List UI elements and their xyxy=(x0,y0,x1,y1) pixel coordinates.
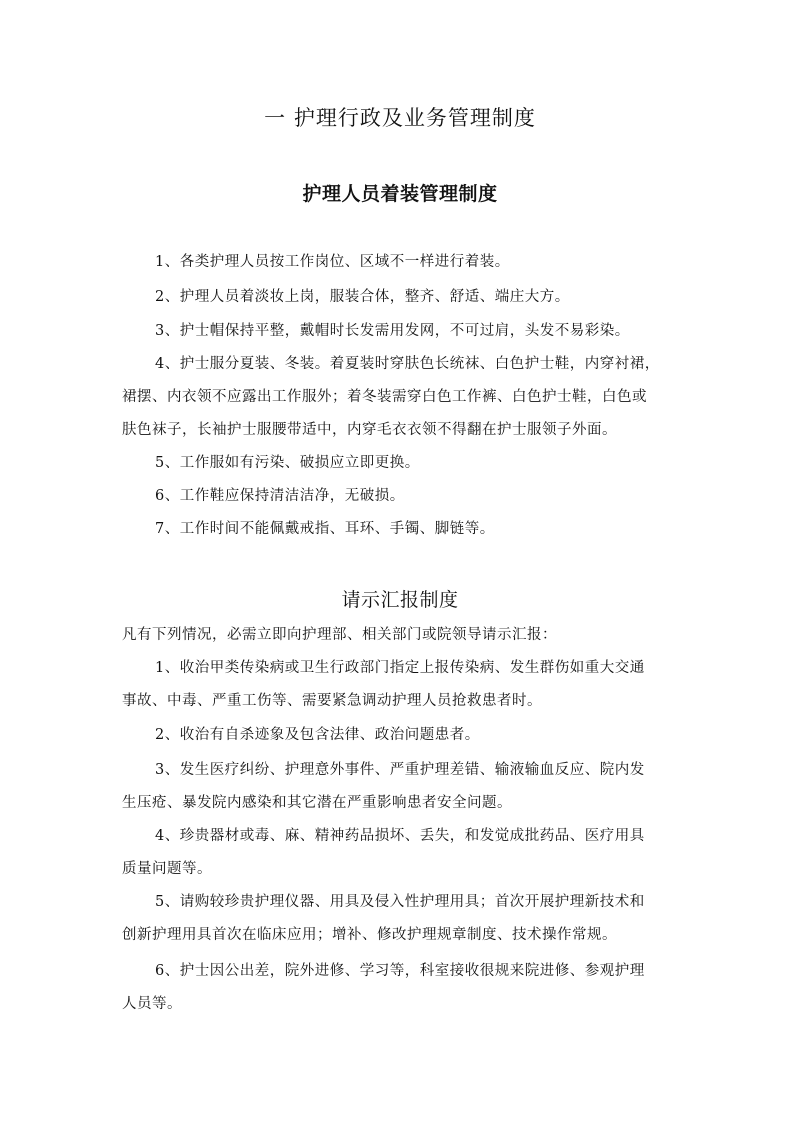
reporting-rule-6-line-2: 人员等。 xyxy=(122,996,182,1012)
document-main-title: 一 护理行政及业务管理制度 xyxy=(264,106,536,130)
reporting-rule-1-line-1: 1、收治甲类传染病或卫生行政部门指定上报传染病、发生群伤如重大交通 xyxy=(155,660,645,676)
reporting-rule-5-line-2: 创新护理用具首次在临床应用；增补、修改护理规章制度、技术操作常规。 xyxy=(122,927,617,943)
dress-code-rule-2: 2、护理人员着淡妆上岗，服装合体，整齐、舒适、端庄大方。 xyxy=(155,289,570,305)
dress-code-rule-5: 5、工作服如有污染、破损应立即更换。 xyxy=(155,455,420,471)
dress-code-rule-6: 6、工作鞋应保持清洁洁净，无破损。 xyxy=(155,488,405,504)
section-title-reporting: 请示汇报制度 xyxy=(341,589,459,611)
section-title-dress-code: 护理人员着装管理制度 xyxy=(302,183,498,205)
dress-code-rule-4-line-3: 肤色袜子，长袖护士服腰带适中，内穿毛衣衣领不得翻在护士服领子外面。 xyxy=(122,422,617,438)
dress-code-rule-4-line-2: 裙摆、内衣领不应露出工作服外；着冬装需穿白色工作裤、白色护士鞋，白色或 xyxy=(122,389,647,405)
dress-code-rule-4-line-1: 4、护士服分夏装、冬装。着夏装时穿肤色长统袜、白色护士鞋，内穿衬裙， xyxy=(155,356,660,372)
dress-code-rule-7: 7、工作时间不能佩戴戒指、耳环、手镯、脚链等。 xyxy=(155,521,495,537)
reporting-rule-1-line-2: 事故、中毒、严重工伤等、需要紧急调动护理人员抢救患者时。 xyxy=(122,693,542,709)
reporting-rule-4-line-2: 质量问题等。 xyxy=(122,861,212,877)
reporting-rule-3-line-1: 3、发生医疗纠纷、护理意外事件、严重护理差错、输液输血反应、院内发 xyxy=(155,762,645,778)
reporting-rule-3-line-2: 生压疮、暴发院内感染和其它潜在严重影响患者安全问题。 xyxy=(122,795,512,811)
dress-code-rule-3: 3、护士帽保持平整，戴帽时长发需用发网，不可过肩，头发不易彩染。 xyxy=(155,323,630,339)
reporting-rule-6-line-1: 6、护士因公出差，院外进修、学习等，科室接收很规来院进修、参观护理 xyxy=(155,963,645,979)
reporting-intro: 凡有下列情况，必需立即向护理部、相关部门或院领导请示汇报： xyxy=(122,627,557,643)
reporting-rule-5-line-1: 5、请购较珍贵护理仪器、用具及侵入性护理用具；首次开展护理新技术和 xyxy=(155,894,645,910)
reporting-rule-4-line-1: 4、珍贵器材或毒、麻、精神药品损坏、丢失，和发觉成批药品、医疗用具 xyxy=(155,828,645,844)
reporting-rule-2: 2、收治有自杀迹象及包含法律、政治问题患者。 xyxy=(155,727,480,743)
dress-code-rule-1: 1、各类护理人员按工作岗位、区域不一样进行着装。 xyxy=(155,254,510,270)
